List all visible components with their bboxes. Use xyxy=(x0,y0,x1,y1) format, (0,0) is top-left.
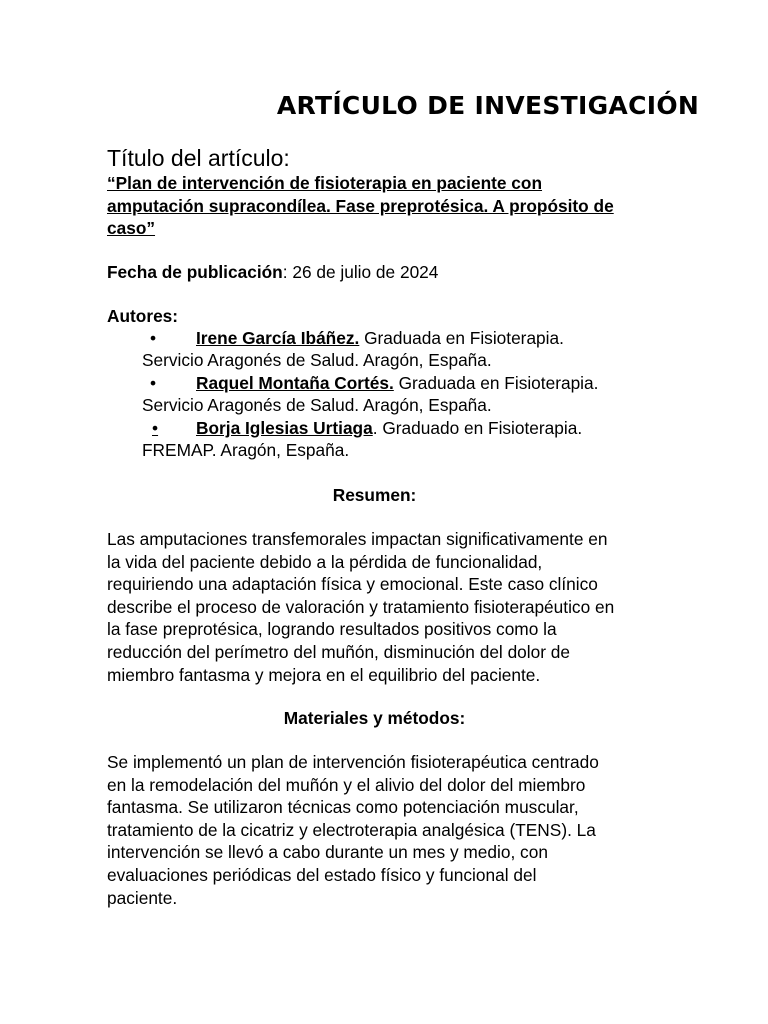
document-heading: ARTÍCULO DE INVESTIGACIÓN xyxy=(276,91,700,120)
article-title-line: “Plan de intervención de fisioterapia en paciente con xyxy=(107,173,543,193)
bullet-icon: • xyxy=(150,328,157,348)
methods-line: fantasma. Se utilizaron técnicas como potenciación muscular, xyxy=(107,797,579,818)
bullet-icon: • xyxy=(152,418,159,438)
abstract-line: reducción del perímetro del muñón, disminución del dolor de xyxy=(107,641,571,662)
methods-line: Se implementó un plan de intervención fisioterapéutica centrado xyxy=(107,752,599,772)
abstract-line: describe el proceso de valoración y tratamiento fisioterapéutico en xyxy=(107,596,615,617)
methods-paragraph xyxy=(107,751,667,909)
article-title-line: amputación supracondílea. Fase preprotésica. A propósito de xyxy=(107,195,614,216)
article-title-label xyxy=(107,144,290,172)
author-name: Raquel Montaña Cortés. xyxy=(196,373,394,393)
publication-date-separator: : xyxy=(282,262,293,282)
author-title: Graduada en Fisioterapia. xyxy=(393,373,599,393)
abstract-paragraph xyxy=(107,528,667,686)
article-title-label-text: Título del artículo: xyxy=(107,145,290,171)
authors-label: Autores: xyxy=(107,306,179,326)
methods-line: evaluaciones periódicas del estado físico y funcional del xyxy=(107,864,537,885)
author-name: Borja Iglesias Urtiaga xyxy=(196,418,373,438)
author-title: . Graduado en Fisioterapia. xyxy=(372,418,583,438)
article-title-line: caso” xyxy=(107,218,156,238)
methods-line: en la remodelación del muñón y el alivio del dolor del miembro xyxy=(107,774,586,795)
author-entry xyxy=(142,417,702,462)
author-entry xyxy=(142,372,702,417)
author-affiliation: Servicio Aragonés de Salud. Aragón, España. xyxy=(142,350,492,371)
abstract-line: la fase preprotésica, logrando resultados positivos como la xyxy=(107,619,557,640)
author-name: Irene García Ibáñez. xyxy=(196,328,360,348)
author-affiliation: FREMAP. Aragón, España. xyxy=(142,440,350,461)
abstract-line: Las amputaciones transfemorales impactan significativamente en xyxy=(107,529,608,549)
methods-line: paciente. xyxy=(107,887,178,908)
publication-date xyxy=(107,261,438,283)
author-entry xyxy=(142,327,702,372)
author-affiliation: Servicio Aragonés de Salud. Aragón, España. xyxy=(142,395,492,416)
abstract-heading: Resumen: xyxy=(332,485,417,505)
methods-line: tratamiento de la cicatriz y electroterapia analgésica (TENS). La xyxy=(107,819,596,840)
abstract-line: miembro fantasma y mejora en el equilibrio del paciente. xyxy=(107,664,541,685)
methods-heading: Materiales y métodos: xyxy=(283,708,466,728)
author-title: Graduada en Fisioterapia. xyxy=(359,328,564,348)
article-title xyxy=(107,172,667,240)
abstract-line: requiriendo una adaptación física y emocional. Este caso clínico xyxy=(107,574,598,595)
methods-line: intervención se llevó a cabo durante un mes y medio, con xyxy=(107,842,548,863)
abstract-line: la vida del paciente debido a la pérdida de funcionalidad, xyxy=(107,551,543,572)
publication-date-label: Fecha de publicación xyxy=(107,262,283,282)
bullet-icon: • xyxy=(150,373,157,393)
publication-date-value: 26 de julio de 2024 xyxy=(292,262,439,282)
